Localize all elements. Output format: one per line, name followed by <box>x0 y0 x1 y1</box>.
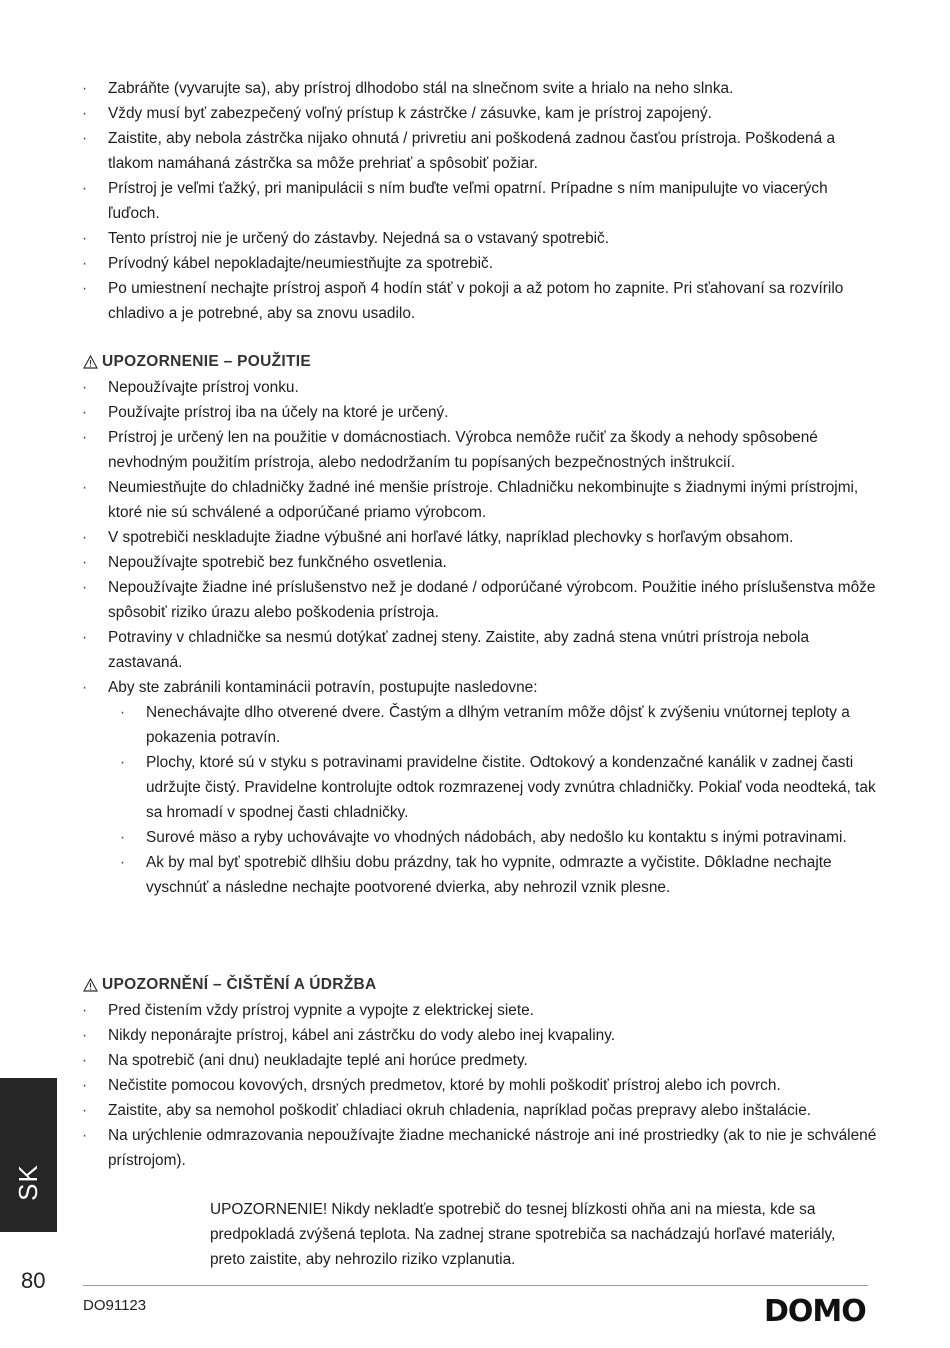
use-list <box>108 375 878 900</box>
top-list <box>108 76 878 326</box>
list-item: · Po umiestnení nechajte prístroj aspoň 4 hodín stáť v pokoji a až potom ho zapnite. Pri sťahovaní sa rozvírilo chladivo a je potrebné, aby sa znovu usadilo. <box>108 276 878 326</box>
contamination-sublist <box>108 700 878 900</box>
list-item <box>108 675 878 900</box>
fire-warning-text: UPOZORNENIE! Nikdy nekladťe spotrebič do tesnej blízkosti ohňa ani na miesta, kde sa predpokladá zvýšená teplota. Na zadnej strane spotrebiča sa nachádzajú horľavé materiály, preto zaistite, aby nehrozilo riziko vzplanutia. <box>210 1201 836 1268</box>
model-number: DO91123 <box>83 1297 147 1314</box>
list-item-text: Aby ste zabránili kontaminácii potravín, postupujte nasledovne: <box>108 679 538 696</box>
list-item: · Na urýchlenie odmrazovania nepoužívajte žiadne mechanické nástroje ani iné prostriedky (ak to nie je schválené prístrojom). <box>108 1123 878 1173</box>
list-item: · Tento prístroj nie je určený do zástavby. Nejedná sa o vstavaný spotrebič. <box>108 226 878 251</box>
brand-logo: DOMO <box>764 1294 866 1329</box>
page-number: 80 <box>21 1268 46 1293</box>
list-item: · Vždy musí byť zabezpečený voľný prístup k zástrčke / zásuvke, kam je prístroj zapojený. <box>108 101 878 126</box>
section-heading-text: UPOZORNENIE – POUŽITIE <box>102 353 311 370</box>
list-item: · Nepoužívajte spotrebič bez funkčného osvetlenia. <box>108 550 878 575</box>
list-item: · V spotrebiči neskladujte žiadne výbušné ani horľavé látky, napríklad plechovky s horľavým obsahom. <box>108 525 878 550</box>
sublist-item: · Nenechávajte dlho otverené dvere. Častým a dlhým vetraním môže dôjsť k zvýšeniu vnútornej teploty a pokazenia potravín. <box>146 700 878 750</box>
language-tab-label: SK <box>13 1164 43 1201</box>
list-item: · Prístroj je určený len na použitie v domácnostiach. Výrobca nemôže ručiť za škody a nehody spôsobené nevhodným použitím prístroja, alebo nedodržaním tu popísaných bezpečnostných inštrukcií. <box>108 425 878 475</box>
clean-list <box>108 998 878 1173</box>
sublist-item: · Surové mäso a ryby uchovávajte vo vhodných nádobách, aby nedošlo ku kontaktu s inými potravinami. <box>146 825 878 850</box>
section-heading-text: UPOZORNĚNÍ – ČIŠTĚNÍ A ÚDRŽBA <box>102 976 377 993</box>
list-item: · Prístroj je veľmi ťažký, pri manipulácii s ním buďte veľmi opatrní. Prípadne s ním manipulujte vo viacerých ľuďoch. <box>108 176 878 226</box>
footer-divider <box>83 1285 868 1286</box>
list-item: · Nepoužívajte žiadne iné príslušenstvo než je dodané / odporúčané výrobcom. Použitie iného príslušenstva môže spôsobiť riziko úrazu alebo poškodenia prístroja. <box>108 575 878 625</box>
section-heading-use <box>83 349 311 374</box>
warning-triangle-icon <box>83 978 98 992</box>
warning-triangle-icon <box>83 355 98 369</box>
list-item: · Neumiestňujte do chladničky žadné iné menšie prístroje. Chladničku nekombinujte s žiadnymi inými prístrojmi, ktoré nie sú schválené a odporúčané priamo výrobcom. <box>108 475 878 525</box>
list-item: · Zabráňte (vyvarujte sa), aby prístroj dlhodobo stál na slnečnom svite a hrialo na neho slnka. <box>108 76 878 101</box>
section-heading-clean <box>83 972 377 997</box>
list-item: · Prívodný kábel nepokladajte/neumiestňujte za spotrebič. <box>108 251 878 276</box>
list-item: · Zaistite, aby nebola zástrčka nijako ohnutá / privretiu ani poškodená zadnou časťou prístroja. Poškodená a tlakom namáhaná zástrčka sa môže prehriať a spôsobiť požiar. <box>108 126 878 176</box>
list-item: · Nečistite pomocou kovových, drsných predmetov, ktoré by mohli poškodiť prístroj alebo ich povrch. <box>108 1073 878 1098</box>
list-item: · Nikdy neponárajte prístroj, kábel ani zástrčku do vody alebo inej kvapaliny. <box>108 1023 878 1048</box>
sublist-item: · Ak by mal byť spotrebič dlhšiu dobu prázdny, tak ho vypnite, odmrazte a vyčistite. Dôkladne nechajte vyschnúť a následne nechajte pootvorené dvierka, aby nehrozil vznik plesne. <box>146 850 878 900</box>
list-item: · Pred čistením vždy prístroj vypnite a vypojte z elektrickej siete. <box>108 998 878 1023</box>
sublist-item: · Plochy, ktoré sú v styku s potravinami pravidelne čistite. Odtokový a kondenzačné kanálik v zadnej časti udržujte čistý. Pravidelne kontrolujte odtok rozmrazenej vody zvnútra chladničky. Pokiaľ voda neodteká, tak sa hromadí v spodnej časti chladničky. <box>146 750 878 825</box>
list-item: · Používajte prístroj iba na účely na ktoré je určený. <box>108 400 878 425</box>
language-tab <box>0 1078 57 1232</box>
list-item: · Zaistite, aby sa nemohol poškodiť chladiaci okruh chladenia, napríklad počas prepravy alebo inštalácie. <box>108 1098 878 1123</box>
list-item: · Potraviny v chladničke sa nesmú dotýkať zadnej steny. Zaistite, aby zadná stena vnútri prístroja nebola zastavaná. <box>108 625 878 675</box>
list-item: · Nepoužívajte prístroj vonku. <box>108 375 878 400</box>
list-item: · Na spotrebič (ani dnu) neukladajte teplé ani horúce predmety. <box>108 1048 878 1073</box>
